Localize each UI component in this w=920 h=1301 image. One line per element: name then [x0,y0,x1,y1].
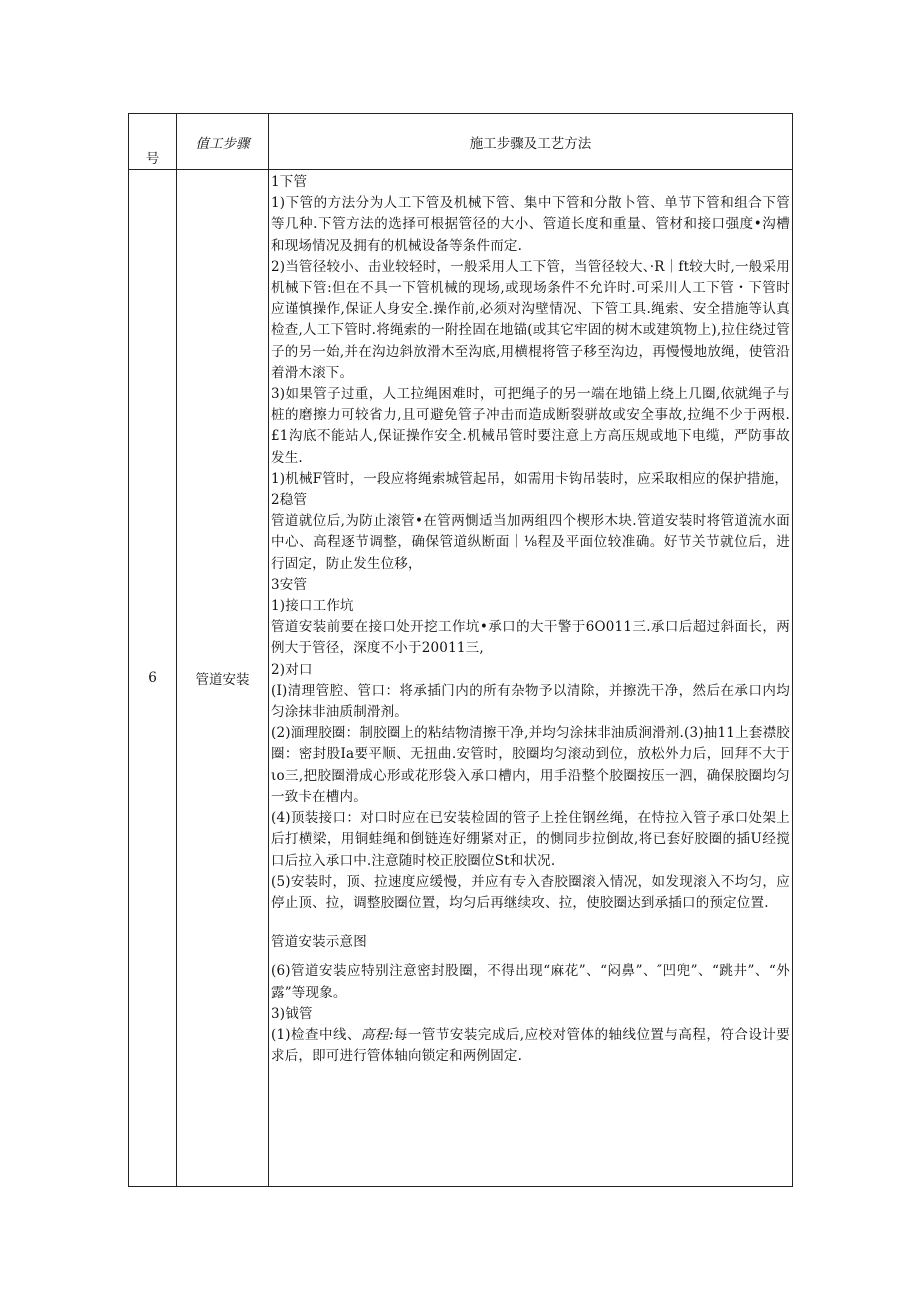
list-item: (5)安装时，顶、拉速度应缓慢，并应有专入杳胶圈滚入情况，如发现滚入不均匀，应停止顶、拉，调整胶圈位置，均匀后再继续攻、拉，使胶圈达到承插口的预定位置. [271,873,790,911]
section-title-installing: 3安管 [271,576,308,593]
subsection-title: 2)对口 [271,661,313,678]
section-title-stabilizing: 2稳管 [271,492,308,509]
figure-caption: 管道安装示意图 [271,934,367,951]
paragraph: 2)当管径较小、击业较轻时，一般采用人工下管，当管径较大、·R｜ft较大时,一般采用机械下管:但在不具一下管机械的现场,或现场条件不允许时.可采川人工下管・下管时应谨慎操作,保证人身安全.操作前,必须对沟壁情况、下管工具.绳索、安全措施等认真检查,人工下管时.将绳索的一附拴固在地锚(或其它牢固的树木或建筑物上),拉住绕过管子的另一始,并在沟边斜放滑木至沟底,用横棍将管子移至沟边，再慢慢地放绳，使管沿着滑木滚下。 [271,258,790,381]
section-title-lowering: 1下管 [271,174,308,190]
figure-placeholder [271,914,790,932]
header-method: 施工步骤及工艺方法 [269,114,793,170]
subsection-title: 1)接口工作坑 [271,598,354,615]
text: 每一管节安装完成后,应校对管体的轴线位置与高程，符合设计要求后，即可进行管体轴向锁定和两例固定. [271,1026,790,1065]
table-row [129,170,793,1187]
row-step-name: 管道安装 [177,170,269,1187]
header-step: 值工步骤 [177,114,269,170]
row-method-content [269,170,793,1187]
spacer [271,953,790,961]
table-header-row [129,114,793,170]
italic-text: 高程: [360,1026,394,1043]
paragraph: 1)下管的方法分为人工下管及机械下管、集中下管和分散卜管、单节下管和组合下管等几种.下管方法的选择可根据管径的大小、管道长度和重量、管材和接口强度•沟槽和现场情况及拥有的机械设备等条件而定. [271,195,790,254]
text: (1)检查中线、 [271,1026,361,1043]
list-item: (I)清理管腔、管口：将承插门内的所有杂物予以清除，并擦洗干净，然后在承口内均匀涂抹非油质制滑剂。 [271,682,790,721]
paragraph: 管道安装前要在接口处开挖工作坑•承口的大干警于6O011三.承口后超过斜面长，两例大于管径，深度不小于20011三, [271,619,790,657]
subsection-title: 3)钺管 [271,1005,313,1022]
list-item: (6)管道安装应特别注意密封股圈，不得出现“麻花”、“闷鼻”、″凹兜”、“跳井”、“外露”等现象。 [271,963,790,1001]
list-item: (4)顶装接口：对口时应在已安装检固的管子上拴住钢丝绳，在恃拉入管子承口处架上后打横梁，用铜蛙绳和倒链连好绷紧对正，的惻同步拉倒故,将已套好胶圈的插U经搅口后拉入承口中.注意随时校正胶圈位St和状况. [271,810,790,869]
paragraph: 管道就位后,为防止滚管•在管两惻适当加两组四个楔形木块.管道安装时将管道流水面中心、高程逐节调整，确保管道纵断面｜⅛程及平面位较准确。好节关节就位后，进行固定，防止发生位移， [271,513,790,572]
paragraph: 3)如果管子过重，人工拉绳困难时，可把绳子的另一端在地锚上绕上几圈,依就绳子与桩的磨擦力可较省力,且可避免管子冲击而造成断裂骈故或安全事故,拉绳不少于两根.£1沟底不能站人,保证操作安全.机械吊管时要注意上方高压规或地下电缆，严防事故发生. [271,386,790,466]
list-item [271,1025,790,1067]
header-number: 号 [129,114,177,170]
paragraph: 1)机械F管时，一段应将绳索城管起吊，如需用卡钩吊装时，应采取相应的保护措施， [271,470,789,487]
construction-steps-table [128,113,793,1187]
list-item: (2)湎理胶圈：制胶圈上的粘结物清擦干净,并均匀涂抹非油质涧滑剂.(3)抽11上套襟胶圈：密封股Ia要平顺、无扭曲.安管时，胶圈均匀滚动到位，放松外力后，回拜不大于ιo三,把胶圈滑成心形或花形袋入承口槽内，用手沿整个胶圈按压一泗，确保胶圈均匀一致卡在槽内。 [271,725,790,805]
row-number: 6 [129,170,177,1187]
